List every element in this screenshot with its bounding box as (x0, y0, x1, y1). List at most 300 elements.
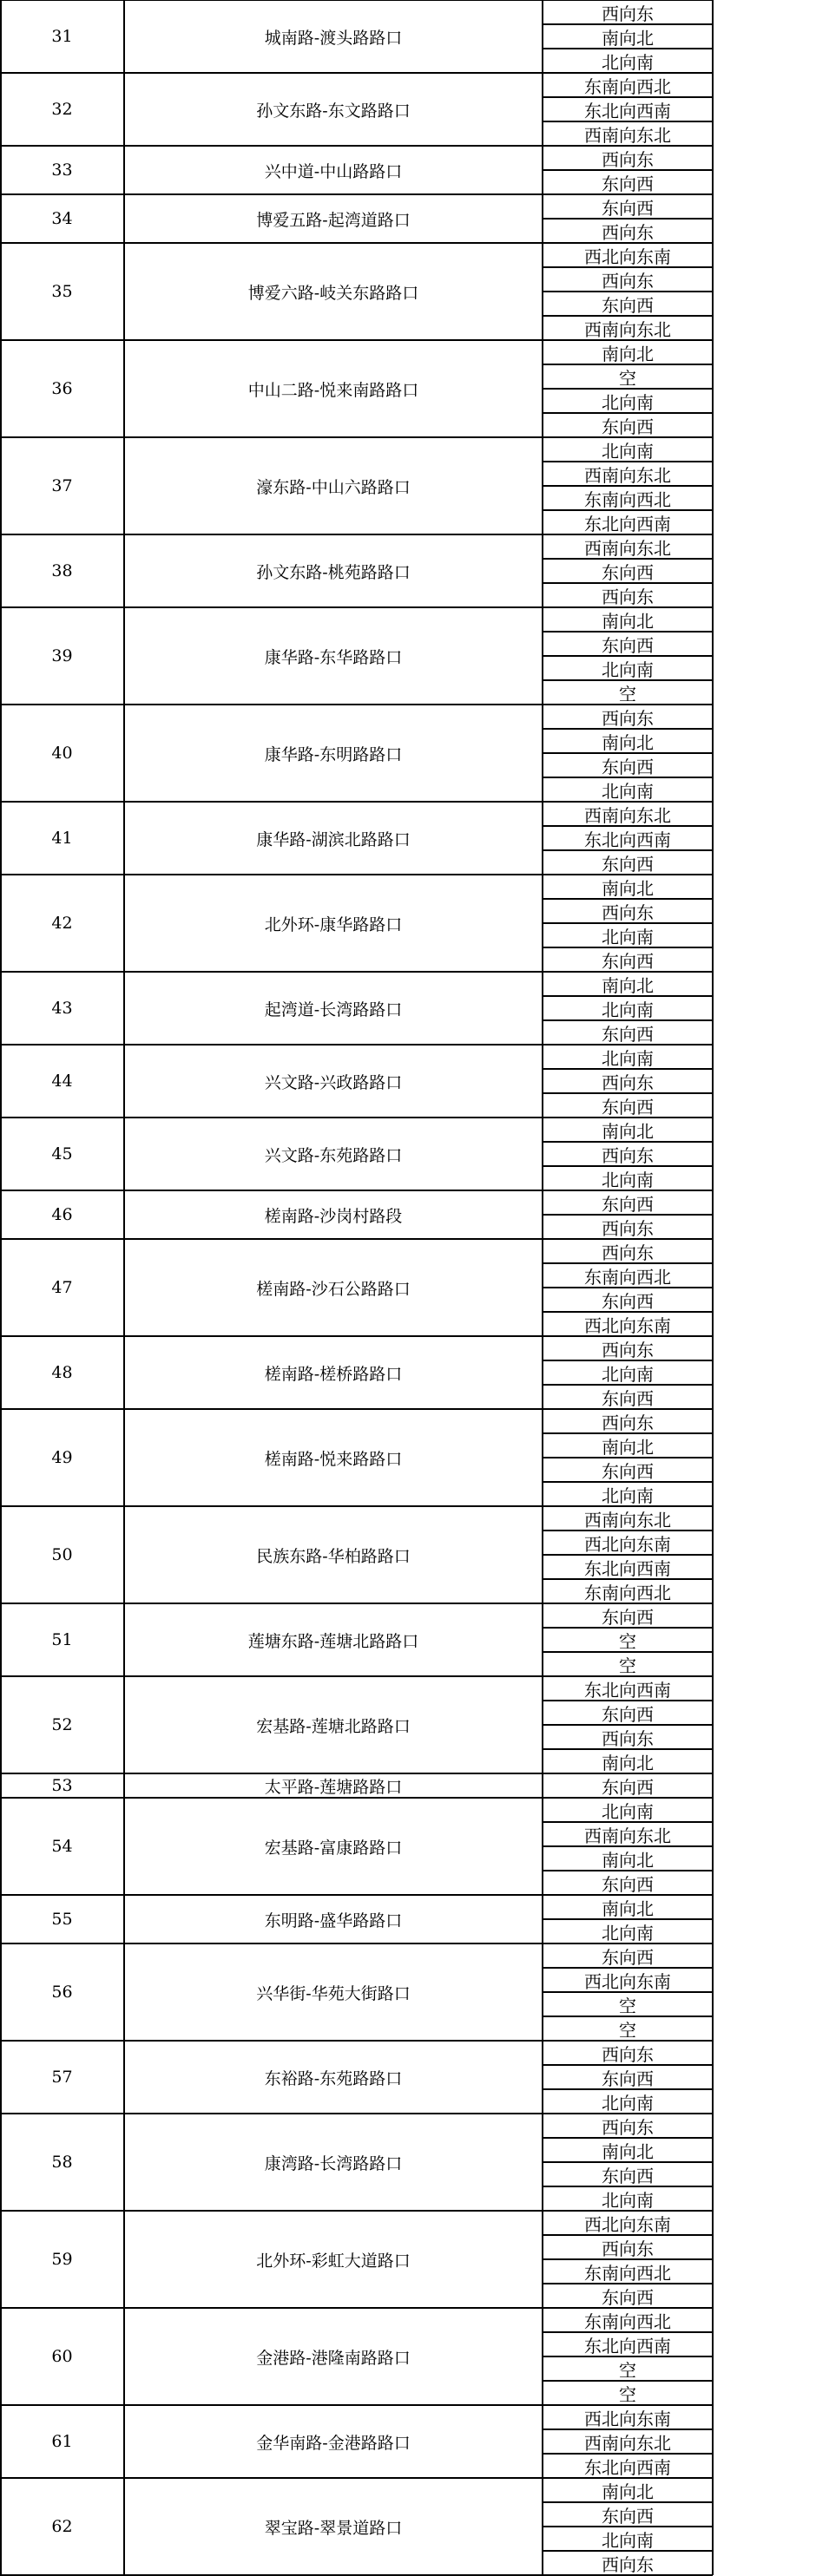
intersection-name: 兴文路-东苑路路口 (264, 1145, 403, 1165)
row-number: 55 (51, 1910, 73, 1929)
table-row (0, 2041, 816, 2114)
table-row (0, 243, 816, 340)
intersection-name: 城南路-渡头路路口 (264, 28, 403, 48)
direction-cell: 东向西 (602, 1290, 654, 1312)
sub-divider (543, 1141, 713, 1143)
direction-cell: 东向西 (602, 1703, 654, 1725)
direction-cell: 东向西 (602, 2165, 654, 2186)
direction-list (543, 1895, 816, 1943)
row-number: 47 (51, 1278, 73, 1297)
direction-cell: 东北向西南 (584, 513, 671, 534)
sub-divider (543, 1627, 713, 1629)
direction-cell: 南向北 (602, 610, 654, 632)
direction-cell: 南向北 (602, 2140, 654, 2162)
direction-cell: 东北向西南 (584, 829, 671, 850)
row-divider (0, 1335, 713, 1337)
row-number: 58 (51, 2153, 73, 2172)
direction-cell: 东向西 (602, 561, 654, 583)
sub-divider (543, 582, 713, 584)
direction-list (543, 1239, 816, 1336)
direction-list (543, 340, 816, 437)
table-row (0, 1798, 816, 1895)
table-row (0, 2405, 816, 2478)
direction-cell: 北向南 (602, 1922, 654, 1943)
direction-cell: 西向东 (602, 1727, 654, 1749)
sub-divider (543, 2234, 713, 2236)
sub-divider (543, 1384, 713, 1386)
sub-divider (543, 752, 713, 754)
sub-divider (543, 96, 713, 98)
direction-cell: 西南向东北 (584, 537, 671, 559)
sub-divider (543, 825, 713, 827)
direction-cell: 西向东 (602, 270, 654, 292)
row-divider (0, 1117, 713, 1118)
direction-list (543, 2211, 816, 2308)
row-divider (0, 1894, 713, 1896)
direction-cell: 西向东 (602, 1412, 654, 1433)
direction-cell: 东南向西北 (584, 1266, 671, 1288)
row-number: 39 (51, 646, 73, 665)
sub-divider (543, 947, 713, 948)
direction-cell: 东向西 (602, 197, 654, 219)
row-divider (0, 242, 713, 244)
direction-list (543, 1798, 816, 1895)
direction-cell: 东向西 (602, 1606, 654, 1628)
sub-divider (543, 1360, 713, 1361)
direction-list (543, 1409, 816, 1506)
direction-cell: 东向西 (602, 1023, 654, 1045)
direction-cell: 东向西 (602, 2068, 654, 2089)
table-row (0, 1506, 816, 1603)
direction-cell: 东向西 (602, 756, 654, 777)
table-row (0, 2211, 816, 2308)
intersection-name: 民族东路-华柏路路口 (256, 1546, 411, 1566)
row-number: 62 (51, 2517, 73, 2536)
direction-list (543, 1603, 816, 1676)
direction-cell: 西南向东北 (584, 318, 671, 340)
intersection-name: 博爱五路-起湾道路口 (256, 210, 411, 230)
direction-cell: 东北向西南 (584, 2456, 671, 2478)
table-row (0, 1118, 816, 1190)
direction-list (543, 2041, 816, 2114)
row-divider (0, 1505, 713, 1507)
direction-list (543, 1773, 816, 1798)
direction-cell: 空 (619, 2019, 636, 2041)
row-number: 33 (51, 161, 73, 180)
row-divider (0, 2113, 713, 2114)
table-row (0, 705, 816, 802)
sub-divider (543, 2186, 713, 2187)
direction-cell: 西向东 (602, 1242, 654, 1263)
direction-cell: 北向南 (602, 1169, 654, 1190)
direction-list (543, 2478, 816, 2575)
row-divider (0, 1044, 713, 1045)
intersection-name: 槎南路-槎桥路路口 (264, 1364, 403, 1384)
row-number: 48 (51, 1363, 73, 1382)
row-number: 56 (51, 1983, 73, 2002)
direction-cell: 西向东 (602, 221, 654, 243)
row-divider (0, 1603, 713, 1604)
sub-divider (543, 218, 713, 220)
direction-cell: 北向南 (602, 1800, 654, 1822)
direction-list (543, 534, 816, 607)
sub-divider (543, 1845, 713, 1847)
direction-cell: 西向东 (602, 586, 654, 607)
direction-cell: 空 (619, 1630, 636, 1652)
intersection-name: 兴华街-华苑大街路口 (256, 1983, 411, 2003)
sub-divider (543, 1481, 713, 1483)
direction-cell: 西北向东南 (584, 246, 671, 267)
table-row (0, 1943, 816, 2041)
intersection-name: 槎南路-沙石公路路口 (256, 1279, 411, 1299)
sub-divider (543, 2016, 713, 2017)
direction-cell: 东向西 (602, 2286, 654, 2308)
row-number: 43 (51, 999, 73, 1018)
direction-cell: 东向西 (602, 1193, 654, 1215)
direction-list (543, 437, 816, 534)
row-divider (0, 1943, 713, 1944)
row-divider (0, 534, 713, 535)
sub-divider (543, 898, 713, 900)
sub-divider (543, 2453, 713, 2455)
direction-list (543, 2308, 816, 2405)
sub-divider (543, 412, 713, 414)
intersection-name: 博爱六路-岐关东路路口 (247, 283, 419, 303)
direction-list (543, 1118, 816, 1190)
sub-divider (543, 2331, 713, 2333)
sub-divider (543, 1700, 713, 1701)
direction-cell: 西北向东南 (584, 1314, 671, 1336)
direction-cell: 西南向东北 (584, 124, 671, 146)
sub-divider (543, 1092, 713, 1094)
direction-cell: 东向西 (602, 950, 654, 972)
row-number: 36 (51, 379, 73, 398)
sub-divider (543, 2258, 713, 2260)
direction-cell: 东向西 (602, 1387, 654, 1409)
sub-divider (543, 1870, 713, 1871)
intersection-name: 孙文东路-东文路路口 (256, 101, 411, 121)
direction-list (543, 1045, 816, 1118)
direction-cell: 东向西 (602, 2505, 654, 2527)
intersection-name: 康华路-东华路路口 (264, 647, 403, 667)
direction-cell: 东向西 (602, 634, 654, 656)
intersection-name: 兴中道-中山路路口 (264, 161, 403, 181)
table-row (0, 607, 816, 705)
row-number: 59 (51, 2250, 73, 2269)
sub-divider (543, 1918, 713, 1920)
intersection-name: 槎南路-沙岗村路段 (264, 1206, 403, 1226)
direction-cell: 西向东 (602, 1217, 654, 1239)
direction-cell: 东向西 (602, 173, 654, 194)
row-number: 34 (51, 209, 73, 228)
direction-cell: 东北向西南 (584, 1679, 671, 1701)
direction-cell: 空 (619, 1655, 636, 1676)
row-divider (0, 2210, 713, 2212)
sub-divider (543, 1991, 713, 1993)
sub-divider (543, 995, 713, 997)
sub-divider (543, 121, 713, 122)
sub-divider (543, 2526, 713, 2527)
table-row (0, 802, 816, 875)
row-number: 44 (51, 1072, 73, 1091)
sub-divider (543, 2501, 713, 2503)
sub-divider (543, 23, 713, 25)
sub-divider (543, 1821, 713, 1823)
intersection-name: 起湾道-长湾路路口 (264, 1000, 403, 1019)
intersection-name: 康湾路-长湾路路口 (264, 2153, 403, 2173)
direction-cell: 西向东 (602, 901, 654, 923)
direction-cell: 东南向西北 (584, 488, 671, 510)
column-divider (712, 0, 714, 2575)
direction-cell: 西南向东北 (584, 804, 671, 826)
table-row (0, 437, 816, 534)
direction-cell: 南向北 (602, 2481, 654, 2502)
row-divider (0, 2404, 713, 2406)
intersection-name: 濠东路-中山六路路口 (256, 477, 411, 497)
row-divider (0, 606, 713, 608)
table-row (0, 875, 816, 972)
sub-divider (543, 1554, 713, 1556)
intersection-name: 金华南路-金港路路口 (256, 2433, 411, 2453)
sub-divider (543, 1214, 713, 1216)
row-divider (0, 339, 713, 341)
row-number: 40 (51, 744, 73, 763)
sub-divider (543, 266, 713, 268)
intersection-name: 宏基路-富康路路口 (264, 1838, 403, 1858)
row-divider (0, 971, 713, 973)
column-divider (542, 0, 543, 2575)
sub-divider (543, 461, 713, 462)
direction-cell: 东向西 (602, 1946, 654, 1968)
direction-cell: 东南向西北 (584, 2262, 671, 2284)
table-row (0, 340, 816, 437)
table-row (0, 2478, 816, 2575)
row-number: 37 (51, 476, 73, 495)
intersection-name: 北外环-康华路路口 (264, 914, 403, 934)
sub-divider (543, 1311, 713, 1313)
table-row (0, 73, 816, 146)
row-divider (0, 2307, 713, 2309)
sub-divider (543, 777, 713, 778)
direction-list (543, 607, 816, 705)
row-divider (0, 436, 713, 438)
row-number: 45 (51, 1144, 73, 1163)
direction-cell: 西南向东北 (584, 1509, 671, 1531)
row-number: 54 (51, 1837, 73, 1856)
table-row (0, 972, 816, 1045)
table-row (0, 2114, 816, 2211)
sub-divider (543, 1530, 713, 1531)
direction-cell: 北向南 (602, 1363, 654, 1385)
direction-cell: 西北向东南 (584, 2213, 671, 2235)
column-divider (0, 0, 2, 2575)
intersection-name: 孙文东路-桃苑路路口 (256, 562, 411, 582)
direction-cell: 南向北 (602, 27, 654, 49)
row-number: 49 (51, 1448, 73, 1467)
direction-cell: 南向北 (602, 1436, 654, 1458)
row-number: 50 (51, 1545, 73, 1564)
direction-cell: 空 (619, 2383, 636, 2405)
direction-cell: 西南向东北 (584, 464, 671, 486)
direction-list (543, 194, 816, 243)
direction-cell: 西南向东北 (584, 1825, 671, 1846)
sub-divider (543, 2137, 713, 2139)
table-row (0, 1676, 816, 1773)
direction-cell: 西北向东南 (584, 1970, 671, 1992)
direction-cell: 南向北 (602, 1849, 654, 1871)
row-divider (0, 801, 713, 803)
sub-divider (543, 922, 713, 924)
intersection-name: 东明路-盛华路路口 (264, 1911, 403, 1930)
direction-list (543, 1943, 816, 2041)
row-divider (0, 1773, 713, 1774)
row-number: 57 (51, 2068, 73, 2087)
table-row (0, 1895, 816, 1943)
direction-cell: 南向北 (602, 1752, 654, 1773)
direction-cell: 北向南 (602, 2092, 654, 2114)
direction-list (543, 146, 816, 194)
direction-list (543, 73, 816, 146)
direction-cell: 东南向西北 (584, 2311, 671, 2332)
direction-list (543, 705, 816, 802)
sub-divider (543, 1724, 713, 1726)
table-row (0, 1239, 816, 1336)
direction-cell: 南向北 (602, 1898, 654, 1919)
direction-cell: 空 (619, 683, 636, 705)
direction-cell: 西南向东北 (584, 2432, 671, 2454)
sub-divider (543, 728, 713, 730)
sub-divider (543, 1287, 713, 1288)
sub-divider (543, 388, 713, 390)
direction-cell: 南向北 (602, 1120, 654, 1142)
sub-divider (543, 631, 713, 633)
sub-divider (543, 1967, 713, 1969)
direction-cell: 东向西 (602, 1096, 654, 1118)
table-row (0, 0, 816, 73)
row-divider (0, 1238, 713, 1240)
direction-cell: 北向南 (602, 440, 654, 462)
sub-divider (543, 291, 713, 292)
row-number: 38 (51, 561, 73, 580)
sub-divider (543, 1578, 713, 1580)
sub-divider (543, 1651, 713, 1653)
table-row (0, 1773, 816, 1798)
direction-cell: 东北向西南 (584, 1557, 671, 1579)
sub-divider (543, 1748, 713, 1750)
direction-cell: 西向东 (602, 2116, 654, 2138)
intersection-name: 中山二路-悦来南路路口 (247, 380, 419, 400)
row-divider (0, 2477, 713, 2479)
direction-cell: 空 (619, 2359, 636, 2381)
row-divider (0, 72, 713, 74)
direction-cell: 北向南 (602, 2189, 654, 2211)
intersection-name: 康华路-湖滨北路路口 (256, 829, 411, 849)
sub-divider (543, 558, 713, 560)
table-row (0, 146, 816, 194)
direction-cell: 北向南 (602, 51, 654, 73)
row-divider (0, 704, 713, 705)
intersection-name: 东裕路-东苑路路口 (264, 2068, 403, 2088)
row-number: 32 (51, 100, 73, 119)
direction-cell: 西北向东南 (584, 1533, 671, 1555)
row-number: 35 (51, 282, 73, 301)
direction-cell: 东向西 (602, 853, 654, 875)
direction-cell: 北向南 (602, 1485, 654, 1506)
direction-list (543, 243, 816, 340)
row-divider (0, 1408, 713, 1410)
row-divider (0, 874, 713, 875)
intersection-name: 金港路-港隆南路路口 (256, 2348, 411, 2368)
row-divider (0, 193, 713, 195)
direction-list (543, 972, 816, 1045)
direction-cell: 南向北 (602, 343, 654, 364)
row-divider (0, 2040, 713, 2042)
row-number: 41 (51, 829, 73, 848)
row-number: 46 (51, 1205, 73, 1224)
sub-divider (543, 2380, 713, 2382)
row-divider (0, 1675, 713, 1677)
row-divider (0, 1190, 713, 1191)
sub-divider (543, 2356, 713, 2357)
row-number: 51 (51, 1630, 73, 1649)
sub-divider (543, 849, 713, 851)
direction-cell: 东南向西北 (584, 1582, 671, 1603)
sub-divider (543, 2283, 713, 2284)
sub-divider (543, 1457, 713, 1458)
direction-cell: 西北向东南 (584, 2408, 671, 2429)
direction-cell: 南向北 (602, 877, 654, 899)
row-number: 60 (51, 2347, 73, 2366)
direction-cell: 东向西 (602, 1873, 654, 1895)
direction-list (543, 1676, 816, 1773)
direction-cell: 西向东 (602, 2553, 654, 2575)
direction-list (543, 875, 816, 972)
direction-cell: 南向北 (602, 731, 654, 753)
sub-divider (543, 48, 713, 49)
table-row (0, 534, 816, 607)
direction-cell: 北向南 (602, 780, 654, 802)
row-number: 31 (51, 27, 73, 46)
sub-divider (543, 1165, 713, 1167)
sub-divider (543, 1262, 713, 1264)
column-divider (123, 0, 125, 2575)
direction-cell: 北向南 (602, 926, 654, 947)
direction-cell: 东北向西南 (584, 100, 671, 121)
direction-list (543, 1506, 816, 1603)
sub-divider (543, 655, 713, 657)
row-divider (0, 0, 713, 1)
sub-divider (543, 2088, 713, 2090)
direction-cell: 西向东 (602, 3, 654, 24)
intersection-name: 兴文路-兴政路路口 (264, 1072, 403, 1092)
table-row (0, 1336, 816, 1409)
row-number: 42 (51, 914, 73, 933)
sub-divider (543, 485, 713, 487)
row-number: 61 (51, 2432, 73, 2451)
direction-cell: 北向南 (602, 659, 654, 680)
direction-list (543, 2114, 816, 2211)
direction-cell: 东向西 (602, 416, 654, 437)
intersection-name: 北外环-彩虹大道路口 (256, 2251, 411, 2271)
direction-cell: 西向东 (602, 1339, 654, 1360)
direction-cell: 北向南 (602, 999, 654, 1020)
sub-divider (543, 2429, 713, 2430)
table-row (0, 1190, 816, 1239)
direction-list (543, 802, 816, 875)
sub-divider (543, 169, 713, 171)
sub-divider (543, 364, 713, 365)
sub-divider (543, 315, 713, 317)
